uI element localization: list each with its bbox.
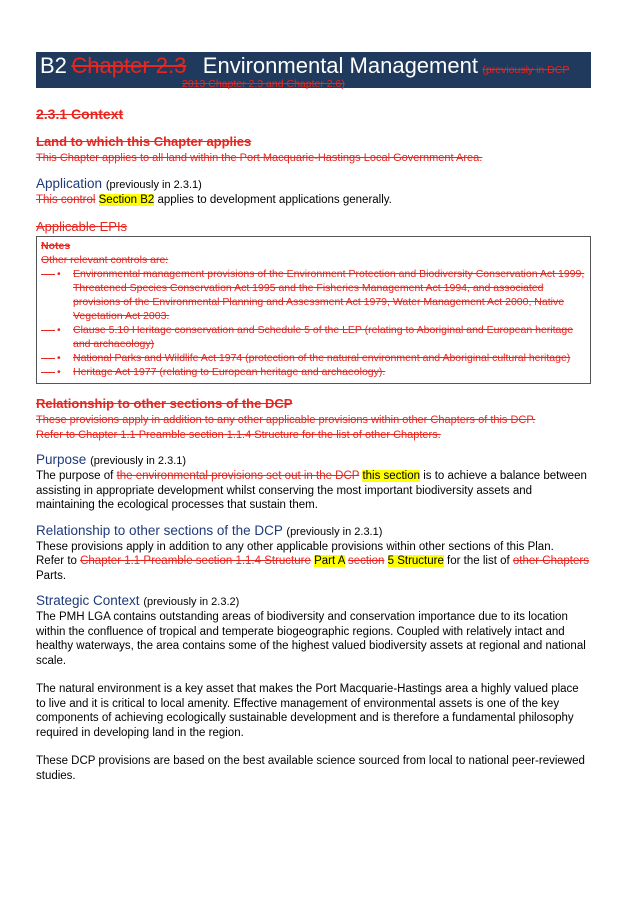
- application-rest: applies to development applications generally.: [154, 193, 392, 206]
- purpose-heading: [36, 452, 591, 467]
- strategic-paragraph-3: These DCP provisions are based on the best available science sourced from local to national peer-reviewed studies.: [36, 755, 585, 782]
- list-item: • Heritage Act 1977 (relating to European heritage and archaeology).: [73, 365, 586, 379]
- section-banner: [36, 52, 591, 88]
- epis-heading: Applicable EPIs: [36, 219, 128, 234]
- application-highlight: Section B2: [98, 193, 155, 206]
- list-item: • National Parks and Wildlife Act 1974 (protection of the natural environment and Aboriginal cultural heritage): [73, 351, 586, 365]
- relationship-highlight-2: 5 Structure: [387, 555, 444, 567]
- list-item: • Environmental management provisions of the Environment Protection and Biodiversity Conservation Act 1999, Threatened Species Conservation Act 1995 and the Fisheries Management Act 1994, and associated provisions of the Environmental Planning and Assessment Act 1979, Water Management Act 2000, Native Vegetation Act 2003.: [73, 267, 586, 323]
- relationship-old-line2: Refer to Chapter 1.1 Preamble section 1.1.4 Structure for the list of other Chapters.: [36, 428, 441, 441]
- strategic-prev: (previously in 2.3.2): [143, 596, 240, 608]
- purpose-text: The purpose of the environmental provisions set out in the DCP this section is to achieve a balance between assisting in appropriate development whilst conserving the most important biodiversity assets and maintaining the ecological processes that sustain them.: [36, 470, 587, 511]
- strategic-heading: [36, 593, 591, 608]
- section-title: Environmental Management: [202, 53, 478, 78]
- purpose-prev: (previously in 2.3.1): [90, 455, 187, 467]
- relationship-highlight-1: Part A: [314, 555, 345, 567]
- application-title: Application: [36, 175, 103, 191]
- relationship-new-heading: [36, 523, 591, 538]
- section-code: B2: [40, 53, 67, 78]
- document-page: [36, 52, 591, 783]
- relationship-deleted-2: section: [347, 555, 385, 567]
- context-heading: 2.3.1 Context: [36, 106, 124, 122]
- banner-previously-note: (previously in DCP: [482, 64, 570, 76]
- relationship-new-line2: Refer to Chapter 1.1 Preamble section 1.1.4 Structure Part A section 5 Structure for the list of other Chapters Parts.: [36, 555, 589, 582]
- notes-box: [36, 236, 591, 384]
- relationship-new-title: Relationship to other sections of the DCP: [36, 522, 283, 538]
- strategic-paragraph-1: The PMH LGA contains outstanding areas of biodiversity and conservation importance due to its location within the confluence of tropical and temperate biogeographic regions. Coupled with relatively intact and healthy waterways, the area contains some of the highest valued biodiversity assets at regional and national scale.: [36, 611, 586, 667]
- application-heading: [36, 176, 591, 191]
- purpose-highlight: this section: [362, 470, 420, 482]
- strategic-paragraph-2: The natural environment is a key asset that makes the Port Macquarie-Hastings area a highly valued place to live and it is critical to local amenity. Effective management of environmental assets is one of the key components of achieving ecologically sustainable development and is therefore a fundamental philosophy required in developing land in the region.: [36, 683, 579, 739]
- land-text: This Chapter applies to all land within the Port Macquarie-Hastings Local Government Area.: [36, 152, 483, 164]
- banner-previously-note-cont: 2013 Chapter 2.3 and Chapter 2.6): [182, 78, 345, 90]
- relationship-old-line1: These provisions apply in addition to any other applicable provisions within other Chapters of this DCP.: [36, 414, 536, 426]
- list-item: • Clause 5.10 Heritage conservation and Schedule 5 of the LEP (relating to Aboriginal and European heritage and archaeology): [73, 323, 586, 351]
- application-prev: (previously in 2.3.1): [105, 178, 202, 191]
- relationship-deleted-3: other Chapters: [512, 555, 589, 567]
- land-heading: Land to which this Chapter applies: [36, 134, 252, 149]
- notes-intro: Other relevant controls are:: [41, 254, 169, 266]
- relationship-new-prev: (previously in 2.3.1): [286, 525, 383, 538]
- relationship-deleted-1: Chapter 1.1 Preamble section 1.1.4 Structure: [80, 555, 311, 567]
- relationship-old-heading: Relationship to other sections of the DCP: [36, 396, 293, 411]
- purpose-deleted: the environmental provisions set out in the DCP: [116, 470, 360, 482]
- strategic-title: Strategic Context: [36, 593, 140, 608]
- application-deleted: This control: [36, 193, 96, 206]
- application-text: [36, 193, 591, 208]
- relationship-new-line1: These provisions apply in addition to any other applicable provisions within other sections of this Plan.: [36, 540, 554, 553]
- purpose-title: Purpose: [36, 452, 87, 467]
- notes-list: [41, 267, 586, 379]
- deleted-chapter-number: Chapter 2.3: [71, 53, 187, 78]
- notes-label: Notes: [41, 240, 71, 252]
